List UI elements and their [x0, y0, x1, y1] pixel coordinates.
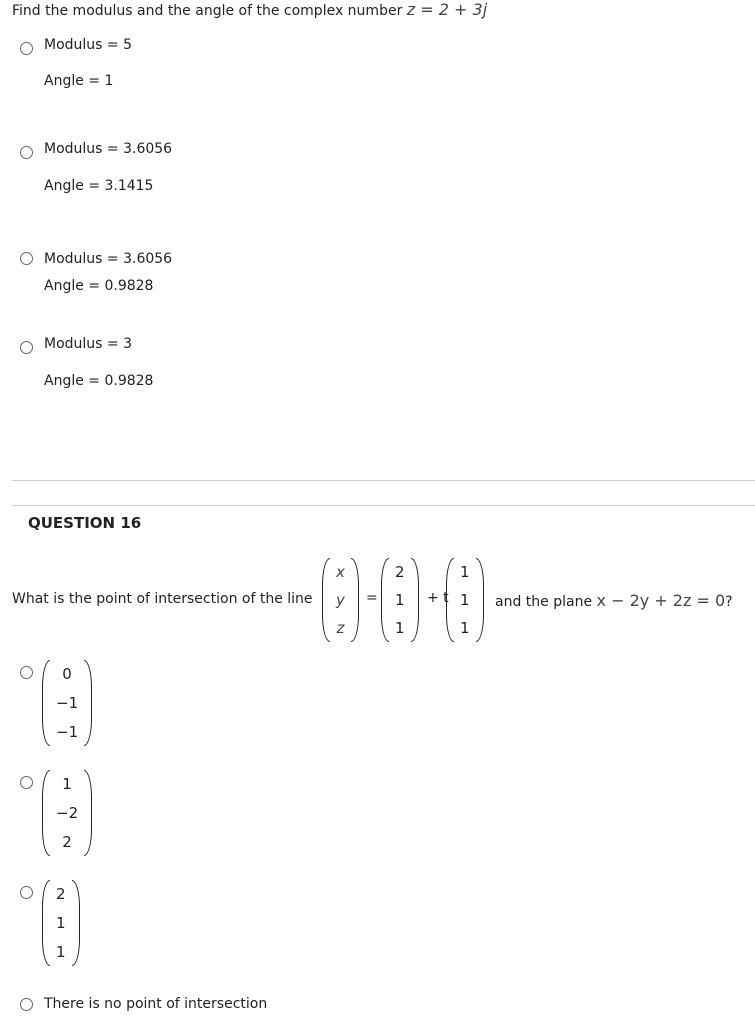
radio-button[interactable] [20, 341, 33, 354]
angle-text: Angle = 0.9828 [44, 373, 154, 389]
divider [12, 505, 755, 506]
modulus-text: Modulus = 3 [44, 336, 132, 352]
vector-xyz: x y z [322, 558, 359, 642]
radio-button[interactable] [20, 42, 33, 55]
option-vector: 0 −1 −1 [42, 660, 92, 746]
radio-button[interactable] [20, 146, 33, 159]
radio-button[interactable] [20, 252, 33, 265]
modulus-text: Modulus = 3.6056 [44, 141, 173, 157]
divider [12, 480, 755, 481]
plus-t: + t [427, 590, 449, 606]
prompt-text: Find the modulus and the angle of the complex number [12, 3, 403, 19]
no-intersection-text: There is no point of intersection [44, 996, 268, 1012]
question-16-prompt: What is the point of intersection of the line [12, 591, 313, 607]
question-heading: QUESTION 16 [28, 514, 142, 532]
angle-text: Angle = 1 [44, 73, 114, 89]
question-15-prompt [12, 0, 487, 19]
option-vector: 1 −2 2 [42, 770, 92, 856]
equals-sign: = [366, 590, 378, 606]
vector-point: 2 1 1 [381, 558, 419, 642]
radio-button[interactable] [20, 776, 33, 789]
option-vector: 2 1 1 [42, 880, 80, 966]
angle-text: Angle = 3.1415 [44, 178, 154, 194]
radio-button[interactable] [20, 998, 33, 1011]
modulus-text: Modulus = 3.6056 [44, 251, 173, 267]
complex-number-expression: z = 2 + 3j [406, 0, 488, 19]
radio-button[interactable] [20, 886, 33, 899]
radio-button[interactable] [20, 666, 33, 679]
angle-text: Angle = 0.9828 [44, 278, 154, 294]
modulus-text: Modulus = 5 [44, 37, 132, 53]
plane-text: and the plane x − 2y + 2z = 0? [495, 591, 733, 610]
vector-direction: 1 1 1 [446, 558, 484, 642]
